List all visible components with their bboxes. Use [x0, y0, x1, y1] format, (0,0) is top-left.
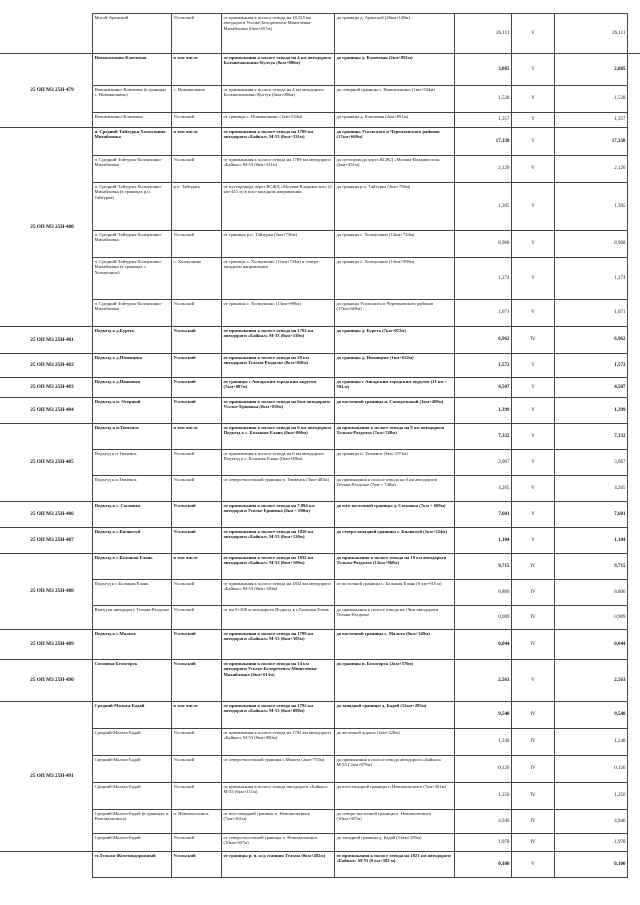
length-cell: 17,338 [455, 128, 512, 156]
category-cell: V [512, 528, 555, 554]
end-point-cell: до примыкания к полосе отвода на 19 км автодороги Тельма-Раздолье (13км+060м) [335, 554, 455, 580]
end-point-cell: до примыкания к полосе отвода на 9 км автодороги Тельма-Раздолье (7км + 748м) [335, 476, 455, 502]
end-point-cell: до границы д. Ключевая (2км+891м) [335, 54, 455, 86]
table-row [93, 300, 628, 327]
location-cell: Усольский [172, 660, 222, 702]
category-cell: V [512, 128, 555, 156]
total-cell: 4,507 [555, 378, 628, 398]
start-point-cell: от примыкания к полосе отвода на 6км автодороги Усолье-Ершовка (0км+010м) [222, 398, 335, 424]
group-divider [0, 127, 92, 128]
location-cell: Усольский [172, 327, 222, 354]
end-point-cell: от восточной границы с. Большая Елань (8 км+915 м) [335, 580, 455, 606]
start-point-cell: от границы р.п. Тайтурка (3км+756м) [222, 231, 335, 258]
table-row [93, 231, 628, 258]
end-point-cell: до северо-восточной границы п. Новомальтинск (10км+307м) [335, 810, 455, 834]
length-cell: 0,909 [455, 606, 512, 630]
group-divider [0, 851, 92, 852]
end-point-cell: до северной границы с. Новожилкино (1км+534м) [335, 86, 455, 113]
table-row [93, 606, 628, 630]
total-cell: 7,332 [555, 424, 628, 450]
location-cell: Усольский [172, 528, 222, 554]
length-cell: 1,248 [455, 729, 512, 756]
group-divider [0, 353, 92, 354]
start-point-cell: от примыкания к полосе отвода на 7,894 км автодороги Усолье-Ершовка (0км + 000м) [222, 502, 335, 528]
end-point-cell: до примыкания к полосе отвода автодороги «Байкал» М-53 ( 2км+879м) [335, 756, 455, 783]
start-point-cell: от примыкания к полосе отвода на 1832 км автодороги «Байкал» М-53 (0км+100м) [222, 554, 335, 580]
length-cell: 7,332 [455, 424, 512, 450]
table-row [93, 398, 628, 424]
length-cell: 6,962 [455, 327, 512, 354]
end-point-cell: до восточной границы п. Самодельный (1км+409м) [335, 398, 455, 424]
road-name-cell: Подъезд к с.Большая Елань [93, 580, 172, 606]
table-row [93, 113, 628, 128]
end-point-cell: до границы д. Аранской (26км+148м) [335, 14, 455, 54]
length-cell: 2,120 [455, 156, 512, 183]
road-name-cell: Новожилкино-Ключевая (в границах с. Новожилкино) [93, 86, 172, 113]
road-name-cell: Подъезд к д.Низовцева [93, 354, 172, 378]
location-cell: Усольский [172, 476, 222, 502]
location-cell: Усольский [172, 156, 222, 183]
road-name-cell: Средний-Мальта-Бадай [93, 783, 172, 810]
total-cell: 6,962 [555, 327, 628, 354]
table-row [93, 128, 628, 156]
length-cell: 4,507 [455, 378, 512, 398]
end-point-cell: до восточной границы с. Мальта (0км+349м) [335, 630, 455, 660]
end-point-cell: до границы р.п. Тайтурка (3км+756м) [335, 183, 455, 231]
end-point-cell: до юго-западной границы п.Новомальтинск (7км+361м) [335, 783, 455, 810]
start-point-cell: от примыкания к полосе отвода на 1789 км автодороги «Байкал» М-53 (0км+331м) [222, 156, 335, 183]
table-row [93, 554, 628, 580]
category-cell: V [512, 852, 555, 878]
length-cell: 1,572 [455, 354, 512, 378]
end-point-cell: до примыкания к полосе отвода на 9 км автодороги Тельма-Раздолье (7км+748м) [335, 424, 455, 450]
category-cell: V [512, 54, 555, 86]
start-point-cell: от примыкания к полосе отвода на 1820 км автодороги «Байкал» М-53 (0км+120м) [222, 528, 335, 554]
road-name-cell: п. Средний-Тайтурка-Холмушино-Михайловка [93, 231, 172, 258]
start-point-cell: от примыкания к полосе отвода на 4 км автодороги Большежилкино-Култук (0км+006м) [222, 86, 335, 113]
category-cell: IV [512, 630, 555, 660]
location-cell: Усольский [172, 14, 222, 54]
location-cell: р.п. Тайтурка [172, 183, 222, 231]
road-name-cell: п. Средний-Тайтурка-Холмушино-Михайловка (в границах с. Холмушино) [93, 258, 172, 300]
start-point-cell: от км 9+308 м автодороги Подъезд к с.Большая Елань [222, 606, 335, 630]
length-cell: 8,968 [455, 231, 512, 258]
end-point-cell: до примыкания к полосе отвода на 19км автодороги Тельма-Раздолье [335, 606, 455, 630]
total-cell: 0,100 [555, 852, 628, 878]
group-divider [0, 53, 640, 54]
road-name-cell: Подъезд к п. Огерный [93, 398, 172, 424]
road-name-cell: Подъезд к д.Ивановка [93, 378, 172, 398]
table-row [93, 156, 628, 183]
road-name-cell: ст.Тельма-Железнодорожный [93, 852, 172, 878]
category-cell: IV [512, 327, 555, 354]
length-cell: 8,806 [455, 580, 512, 606]
group-divider [0, 629, 92, 630]
table-row [93, 354, 628, 378]
group-divider [0, 501, 92, 502]
start-point-cell: от примыкания к полосе отвода на 4 км автодороги Большежилкино-Култук (0км+006м) [222, 54, 335, 86]
total-cell: 26,111 [555, 14, 628, 54]
location-cell: Усольский [172, 354, 222, 378]
end-point-cell: до границы с. Холмушино (12км+724м) [335, 231, 455, 258]
group-divider [0, 659, 92, 660]
road-name-cell: Новожилкино-Ключевая [93, 113, 172, 128]
category-cell: IV [512, 729, 555, 756]
end-point-cell: от примыкания к полосе отвода на 1821 км автодороги «Байкал» М-53 (0 км+582 м) [335, 852, 455, 878]
category-cell: V [512, 86, 555, 113]
road-name-cell: Подъезд к п.Тюменск [93, 450, 172, 476]
total-cell: 7,601 [555, 502, 628, 528]
location-cell: Усольский [172, 231, 222, 258]
location-cell: Усольский [172, 606, 222, 630]
table-row [93, 630, 628, 660]
total-cell: 1,572 [555, 354, 628, 378]
start-point-cell: от примыкания к полосе отвода автодороги «Байкал» М-53 (6км+111м) [222, 783, 335, 810]
road-code-label: 25 ОП МЗ 25Н-490 [30, 677, 74, 683]
road-name-cell: п. Средний-Тайтурка-Холмушино-Михайловка [93, 156, 172, 183]
road-name-cell: Подъезд к с.Большая Елань [93, 554, 172, 580]
road-name-cell: Подъезд к с.Биликтуй [93, 528, 172, 554]
start-point-cell: от примыкания к полосе отвода на 1782 км автодороги «Байкал» М-53 (0км+110м) [222, 327, 335, 354]
total-cell: 1,978 [555, 834, 628, 852]
length-cell: 1,978 [455, 834, 512, 852]
category-cell: V [512, 476, 555, 502]
length-cell: 3,885 [455, 54, 512, 86]
road-name-cell: Средний-Мальта-Бадай [93, 729, 172, 756]
start-point-cell: от примыкания к полосе отвода на 1792 км автодороги «Байкал» М-53 (0км+080м) [222, 702, 335, 729]
location-cell: Усольский [172, 378, 222, 398]
road-name-cell: Подъезд к с.Мальта [93, 630, 172, 660]
total-cell: 1,671 [555, 300, 628, 327]
location-cell: Усольский [172, 300, 222, 327]
start-point-cell: от примыкания к полосе отвода на 1792 км автодороги «Байкал» М-53 (0км+080м) [222, 729, 335, 756]
total-cell: 3,067 [555, 450, 628, 476]
group-divider [0, 553, 92, 554]
location-cell: с. Новожилкино [172, 86, 222, 113]
location-cell: в том числе [172, 424, 222, 450]
length-cell: 0,044 [455, 630, 512, 660]
category-cell: V [512, 231, 555, 258]
category-cell: V [512, 398, 555, 424]
location-cell: Усольский [172, 502, 222, 528]
location-cell: Усольский [172, 729, 222, 756]
length-cell: 1,528 [455, 86, 512, 113]
road-name-cell: Подъезд к д.Буреть [93, 327, 172, 354]
start-point-cell: от примыкания к полосе отвода на 14 км автодороги Усолье-Белореченск-Мишелевка-Михайловка (0км+013м) [222, 660, 335, 702]
end-point-cell: до границы Усольского и Черемховского районов (17км+669м) [335, 128, 455, 156]
road-code-label: 25 ОП МЗ 25Н-486 [30, 511, 74, 517]
table-row [93, 783, 628, 810]
end-point-cell: до путепровода через ВСЖД «Москва-Владивосток» (2км+451м) [335, 156, 455, 183]
location-cell: в том числе [172, 702, 222, 729]
road-code-label: 25 ОП МЗ 25Н-487 [30, 537, 74, 543]
category-cell: V [512, 113, 555, 128]
length-cell: 9,548 [455, 702, 512, 729]
location-cell: Усольский [172, 783, 222, 810]
category-cell: V [512, 502, 555, 528]
end-point-cell: до границы п. Тюменск (3км +073м) [335, 450, 455, 476]
length-cell: 1,357 [455, 113, 512, 128]
start-point-cell: от примыкания к полосе отвода на 6 км автодороги Подъезд к с. Большая Елань (0км+006м) [222, 450, 335, 476]
total-cell: 8,968 [555, 231, 628, 258]
road-code-label: 25 ОП МЗ 25Н-479 [30, 87, 74, 93]
road-code-label: 25 ОП МЗ 25Н-489 [30, 641, 74, 647]
total-cell: 4,946 [555, 810, 628, 834]
total-cell: 0,126 [555, 756, 628, 783]
road-name-cell: Средний-Мальта-Бадай [93, 702, 172, 729]
road-code-label: 25 ОП МЗ 25Н-482 [30, 362, 74, 368]
roads-table [92, 13, 628, 878]
length-cell: 1,671 [455, 300, 512, 327]
start-point-cell: от примыкания к полосе отвода на 1832 км автодороги «Байкал» М-53 (0км+100м) [222, 580, 335, 606]
group-divider [0, 326, 92, 327]
length-cell: 4,946 [455, 810, 512, 834]
road-code-label: 25 ОП МЗ 25Н-485 [30, 459, 74, 465]
total-cell: 1,357 [555, 113, 628, 128]
end-point-cell: до юго-восточной границы д. Сосновка (7км + 609м) [335, 502, 455, 528]
total-cell: 0,909 [555, 606, 628, 630]
total-cell: 1,399 [555, 398, 628, 424]
table-row [93, 378, 628, 398]
table-row [93, 528, 628, 554]
location-cell: Усольский [172, 398, 222, 424]
end-point-cell: до железной дороги (1км+328м) [335, 729, 455, 756]
location-cell: Усольский [172, 630, 222, 660]
road-name-cell: Подъезд к п.Тюменск [93, 424, 172, 450]
category-cell: IV [512, 783, 555, 810]
location-cell: в том числе [172, 554, 222, 580]
length-cell: 1,250 [455, 783, 512, 810]
total-cell: 9,715 [555, 554, 628, 580]
category-cell: V [512, 300, 555, 327]
road-name-cell: п. Средний-Тайтурка-Холмушино-Михайловка (в границах р.п. Тайтурка) [93, 183, 172, 231]
end-point-cell: до границы д. Низовцева (1км+622м) [335, 354, 455, 378]
table-row [93, 327, 628, 354]
end-point-cell: до границы Усольского и Черемховского районов (17км+669м) [335, 300, 455, 327]
length-cell: 4,265 [455, 476, 512, 502]
category-cell: IV [512, 580, 555, 606]
category-cell: IV [512, 606, 555, 630]
table-row [93, 86, 628, 113]
location-cell: п. Новомальтинск [172, 810, 222, 834]
length-cell: 26,111 [455, 14, 512, 54]
total-cell: 1,250 [555, 783, 628, 810]
length-cell: 0,126 [455, 756, 512, 783]
road-code-label: 25 ОП МЗ 25Н-481 [30, 336, 74, 343]
table-row [93, 729, 628, 756]
road-name-cell: Подъезд к с. Сосновка [93, 502, 172, 528]
start-point-cell: от северо-восточной границы п. Новомальтинск (10км+307м) [222, 834, 335, 852]
road-code-label: 25 ОП МЗ 25Н-491 [30, 773, 74, 779]
category-cell: V [512, 258, 555, 300]
table-row [93, 183, 628, 231]
table-row [93, 14, 628, 54]
road-name-cell: Средний-Мальта-Бадай (в границах п. Новомальтинск) [93, 810, 172, 834]
total-cell: 4,265 [555, 476, 628, 502]
category-cell: IV [512, 810, 555, 834]
location-cell: Усольский [172, 852, 222, 878]
start-point-cell: от примыкания к полосе отвода на 1799 км автодороги «Байкал» М-53 (0км+305м) [222, 630, 335, 660]
location-cell: Усольский [172, 756, 222, 783]
location-cell: в том числе [172, 54, 222, 86]
start-point-cell: от примыкания к полосе отвода на 29 км автодороги Тельма-Раздолье (0км+050м) [222, 354, 335, 378]
table-row [93, 852, 628, 878]
total-cell: 1,248 [555, 729, 628, 756]
road-name-cell: Средний-Мальта-Бадай [93, 756, 172, 783]
end-point-cell: до границы с Ангарским городским округом (11 км + 594 м) [335, 378, 455, 398]
total-cell: 0,044 [555, 630, 628, 660]
table-row [93, 54, 628, 86]
location-cell: Усольский [172, 834, 222, 852]
start-point-cell: от границы с. Холмушино (12км+724м) в северо-западном направлении [222, 258, 335, 300]
total-cell: 8,806 [555, 580, 628, 606]
start-point-cell: от примыкания к полосе отвода на 1789 км автодороги «Байкал» М-53 (0км+331м) [222, 128, 335, 156]
group-divider [0, 397, 92, 398]
road-name-cell: Сосновка-Белогорск [93, 660, 172, 702]
category-cell: V [512, 14, 555, 54]
group-divider [0, 527, 92, 528]
category-cell: IV [512, 702, 555, 729]
table-row [93, 810, 628, 834]
road-name-cell: Новожилкино-Ключевая [93, 54, 172, 86]
category-cell: IV [512, 834, 555, 852]
total-cell: 1,274 [555, 258, 628, 300]
total-cell: 17,338 [555, 128, 628, 156]
end-point-cell: до северо-западной границы с. Биликтуй (1км+224м) [335, 528, 455, 554]
table-row [93, 834, 628, 852]
total-cell: 1,104 [555, 528, 628, 554]
total-cell: 2,120 [555, 156, 628, 183]
road-name-cell: Выезд на автодорогу Тельма-Раздолье [93, 606, 172, 630]
road-name-cell: Подъезд к п.Тюменск [93, 476, 172, 502]
table-row [93, 702, 628, 729]
start-point-cell: от примыкания к полосе отвода на 18,525 км автодороги Усолье-Белореченск-Мишелевка-Михайловка (0км+657м) [222, 14, 335, 54]
total-cell: 2,885 [555, 54, 628, 86]
table-row [93, 580, 628, 606]
road-code-label: 25 ОП МЗ 25Н-483 [30, 384, 74, 390]
road-code-label: 25 ОП МЗ 25Н-480 [30, 223, 74, 230]
start-point-cell: от границы с Ангарским городским округом (7км+087м) [222, 378, 335, 398]
location-cell: Усольский [172, 580, 222, 606]
category-cell: IV [512, 756, 555, 783]
length-cell: 0,100 [455, 852, 512, 878]
category-cell: V [512, 183, 555, 231]
group-divider [0, 701, 92, 702]
category-cell: V [512, 354, 555, 378]
group-divider [0, 423, 92, 424]
location-cell: в том числе [172, 128, 222, 156]
length-cell: 1,305 [455, 183, 512, 231]
length-cell: 1,274 [455, 258, 512, 300]
length-cell: 1,399 [455, 398, 512, 424]
table-row [93, 502, 628, 528]
length-cell: 1,104 [455, 528, 512, 554]
start-point-cell: от границы с. Новожилкино (1км+534м) [222, 113, 335, 128]
road-code-label: 25 ОП МЗ 25Н-488 [30, 588, 74, 594]
end-point-cell: до границы д. Буреть (7км+072м) [335, 327, 455, 354]
end-point-cell: до границы п. Белогорск (2км+576м) [335, 660, 455, 702]
total-cell: 1,305 [555, 183, 628, 231]
start-point-cell: от примыкания к полосе отвода на 6 км автодороги Подъезд к с. Большая Елань (0км+006м) [222, 424, 335, 450]
start-point-cell: от северо-восточной границы с.Мальта (2км+753м) [222, 756, 335, 783]
road-code-label: 25 ОП МЗ 25Н-484 [30, 407, 74, 413]
category-cell: V [512, 424, 555, 450]
start-point-cell: от границы р. п. ж/д станция Тельма (0км+482м) [222, 852, 335, 878]
length-cell: 3,067 [455, 450, 512, 476]
group-divider [0, 377, 92, 378]
start-point-cell: от северо-восточной границы п. Тюменск (3км+483м) [222, 476, 335, 502]
end-point-cell: до западной границы д. Бадай (12км+285м) [335, 702, 455, 729]
length-cell: 9,715 [455, 554, 512, 580]
road-name-cell: п. Средний-Тайтурка-Холмушино-Михайловка [93, 128, 172, 156]
category-cell: IV [512, 554, 555, 580]
start-point-cell: от путепровода через ВСЖД «Москва-Владивосток» (2 км+451 м) в юго-западном направлении [222, 183, 335, 231]
location-cell: Усольский [172, 113, 222, 128]
start-point-cell: от границы с. Холмушино (13км+998м) [222, 300, 335, 327]
category-cell: V [512, 450, 555, 476]
road-name-cell: Могой-Аранский [93, 14, 172, 54]
road-name-cell: п. Средний-Тайтурка-Холмушино-Михайловка [93, 300, 172, 327]
end-point-cell: до границы с. Холмушино (13км+998м) [335, 258, 455, 300]
category-cell: V [512, 378, 555, 398]
total-cell: 1,528 [555, 86, 628, 113]
end-point-cell: до границы д. Ключевая (2км+891м) [335, 113, 455, 128]
table-row [93, 450, 628, 476]
table-row [93, 660, 628, 702]
length-cell: 2,563 [455, 660, 512, 702]
category-cell: V [512, 156, 555, 183]
start-point-cell: от юго-западной границы п. Новомальтинск (7км+361м) [222, 810, 335, 834]
table-row [93, 756, 628, 783]
total-cell: 2,563 [555, 660, 628, 702]
category-cell: V [512, 660, 555, 702]
length-cell: 7,601 [455, 502, 512, 528]
end-point-cell: до западной границы д. Бадай (12км+285м) [335, 834, 455, 852]
total-cell: 9,548 [555, 702, 628, 729]
table-row [93, 424, 628, 450]
table-row [93, 258, 628, 300]
road-name-cell: Средний-Мальта-Бадай [93, 834, 172, 852]
location-cell: Усольский [172, 450, 222, 476]
table-row [93, 476, 628, 502]
location-cell: с. Холмушино [172, 258, 222, 300]
